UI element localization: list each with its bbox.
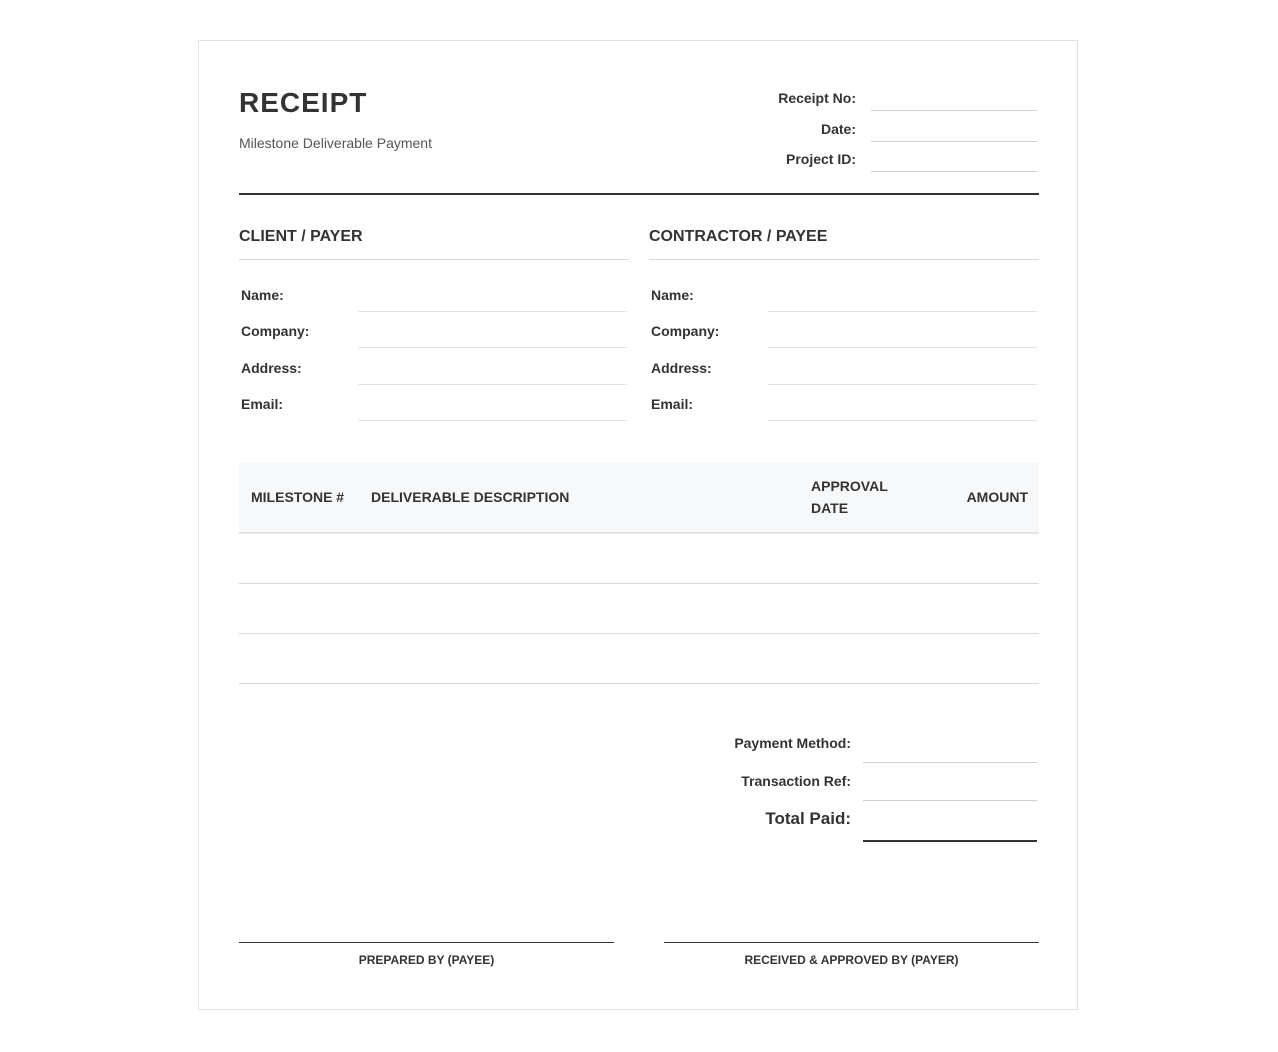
column-header-amount: AMOUNT: [966, 489, 1028, 505]
payment-summary: [657, 723, 1037, 841]
table-header: [239, 463, 1039, 534]
signature-received-by[interactable]: [664, 942, 1039, 967]
client-heading: CLIENT / PAYER: [239, 227, 629, 260]
contractor-company-row: [649, 312, 1039, 348]
total-paid-row: [657, 799, 1037, 841]
contractor-section: [649, 227, 1039, 421]
header-divider: [239, 193, 1039, 195]
contractor-address-row: [649, 349, 1039, 385]
table-row[interactable]: [239, 534, 1039, 584]
client-email-label: Email:: [241, 395, 284, 412]
contractor-email-field[interactable]: [768, 420, 1037, 421]
contractor-email-label: Email:: [651, 395, 694, 412]
contractor-name-row: [649, 276, 1039, 312]
contractor-heading: CONTRACTOR / PAYEE: [649, 227, 1039, 260]
contractor-address-label: Address:: [651, 359, 712, 376]
client-address-label: Address:: [241, 359, 302, 376]
client-address-row: [239, 349, 629, 385]
total-paid-field[interactable]: [863, 840, 1037, 842]
receipt-title: RECEIPT: [239, 87, 368, 118]
transaction-ref-label: Transaction Ref:: [741, 773, 851, 789]
table-row[interactable]: [239, 584, 1039, 634]
milestone-table: [239, 463, 1039, 684]
payment-method-label: Payment Method:: [734, 735, 851, 751]
column-header-milestone: MILESTONE #: [251, 489, 345, 505]
receipt-document: [198, 40, 1078, 1010]
column-header-description: DELIVERABLE DESCRIPTION: [371, 489, 570, 505]
signature-prepared-by[interactable]: [239, 942, 614, 967]
received-by-label: RECEIVED & APPROVED BY (PAYER): [744, 953, 959, 967]
client-company-label: Company:: [241, 323, 310, 340]
table-row[interactable]: [239, 634, 1039, 684]
project-id-field[interactable]: [871, 171, 1037, 172]
contractor-name-label: Name:: [651, 287, 694, 303]
project-id-row: [737, 142, 1037, 173]
project-id-label: Project ID:: [785, 151, 856, 167]
payment-method-row: [657, 723, 1037, 761]
date-label: Date:: [820, 120, 856, 137]
client-company-row: [239, 312, 629, 348]
column-header-approval-date: APPROVAL DATE: [811, 478, 888, 516]
prepared-by-label: PREPARED BY (PAYEE): [358, 953, 495, 967]
client-section: [239, 227, 629, 421]
transaction-ref-row: [657, 761, 1037, 799]
receipt-no-row: [737, 81, 1037, 112]
contractor-email-row: [649, 385, 1039, 421]
date-row: [737, 112, 1037, 143]
total-paid-label: Total Paid:: [765, 809, 851, 828]
client-email-field[interactable]: [358, 420, 627, 421]
client-email-row: [239, 385, 629, 421]
client-name-row: [239, 276, 629, 312]
receipt-no-label: Receipt No:: [778, 90, 856, 106]
receipt-subtitle: Milestone Deliverable Payment: [239, 135, 432, 151]
client-name-label: Name:: [241, 287, 284, 303]
receipt-meta: [737, 81, 1037, 173]
contractor-company-label: Company:: [651, 323, 720, 340]
